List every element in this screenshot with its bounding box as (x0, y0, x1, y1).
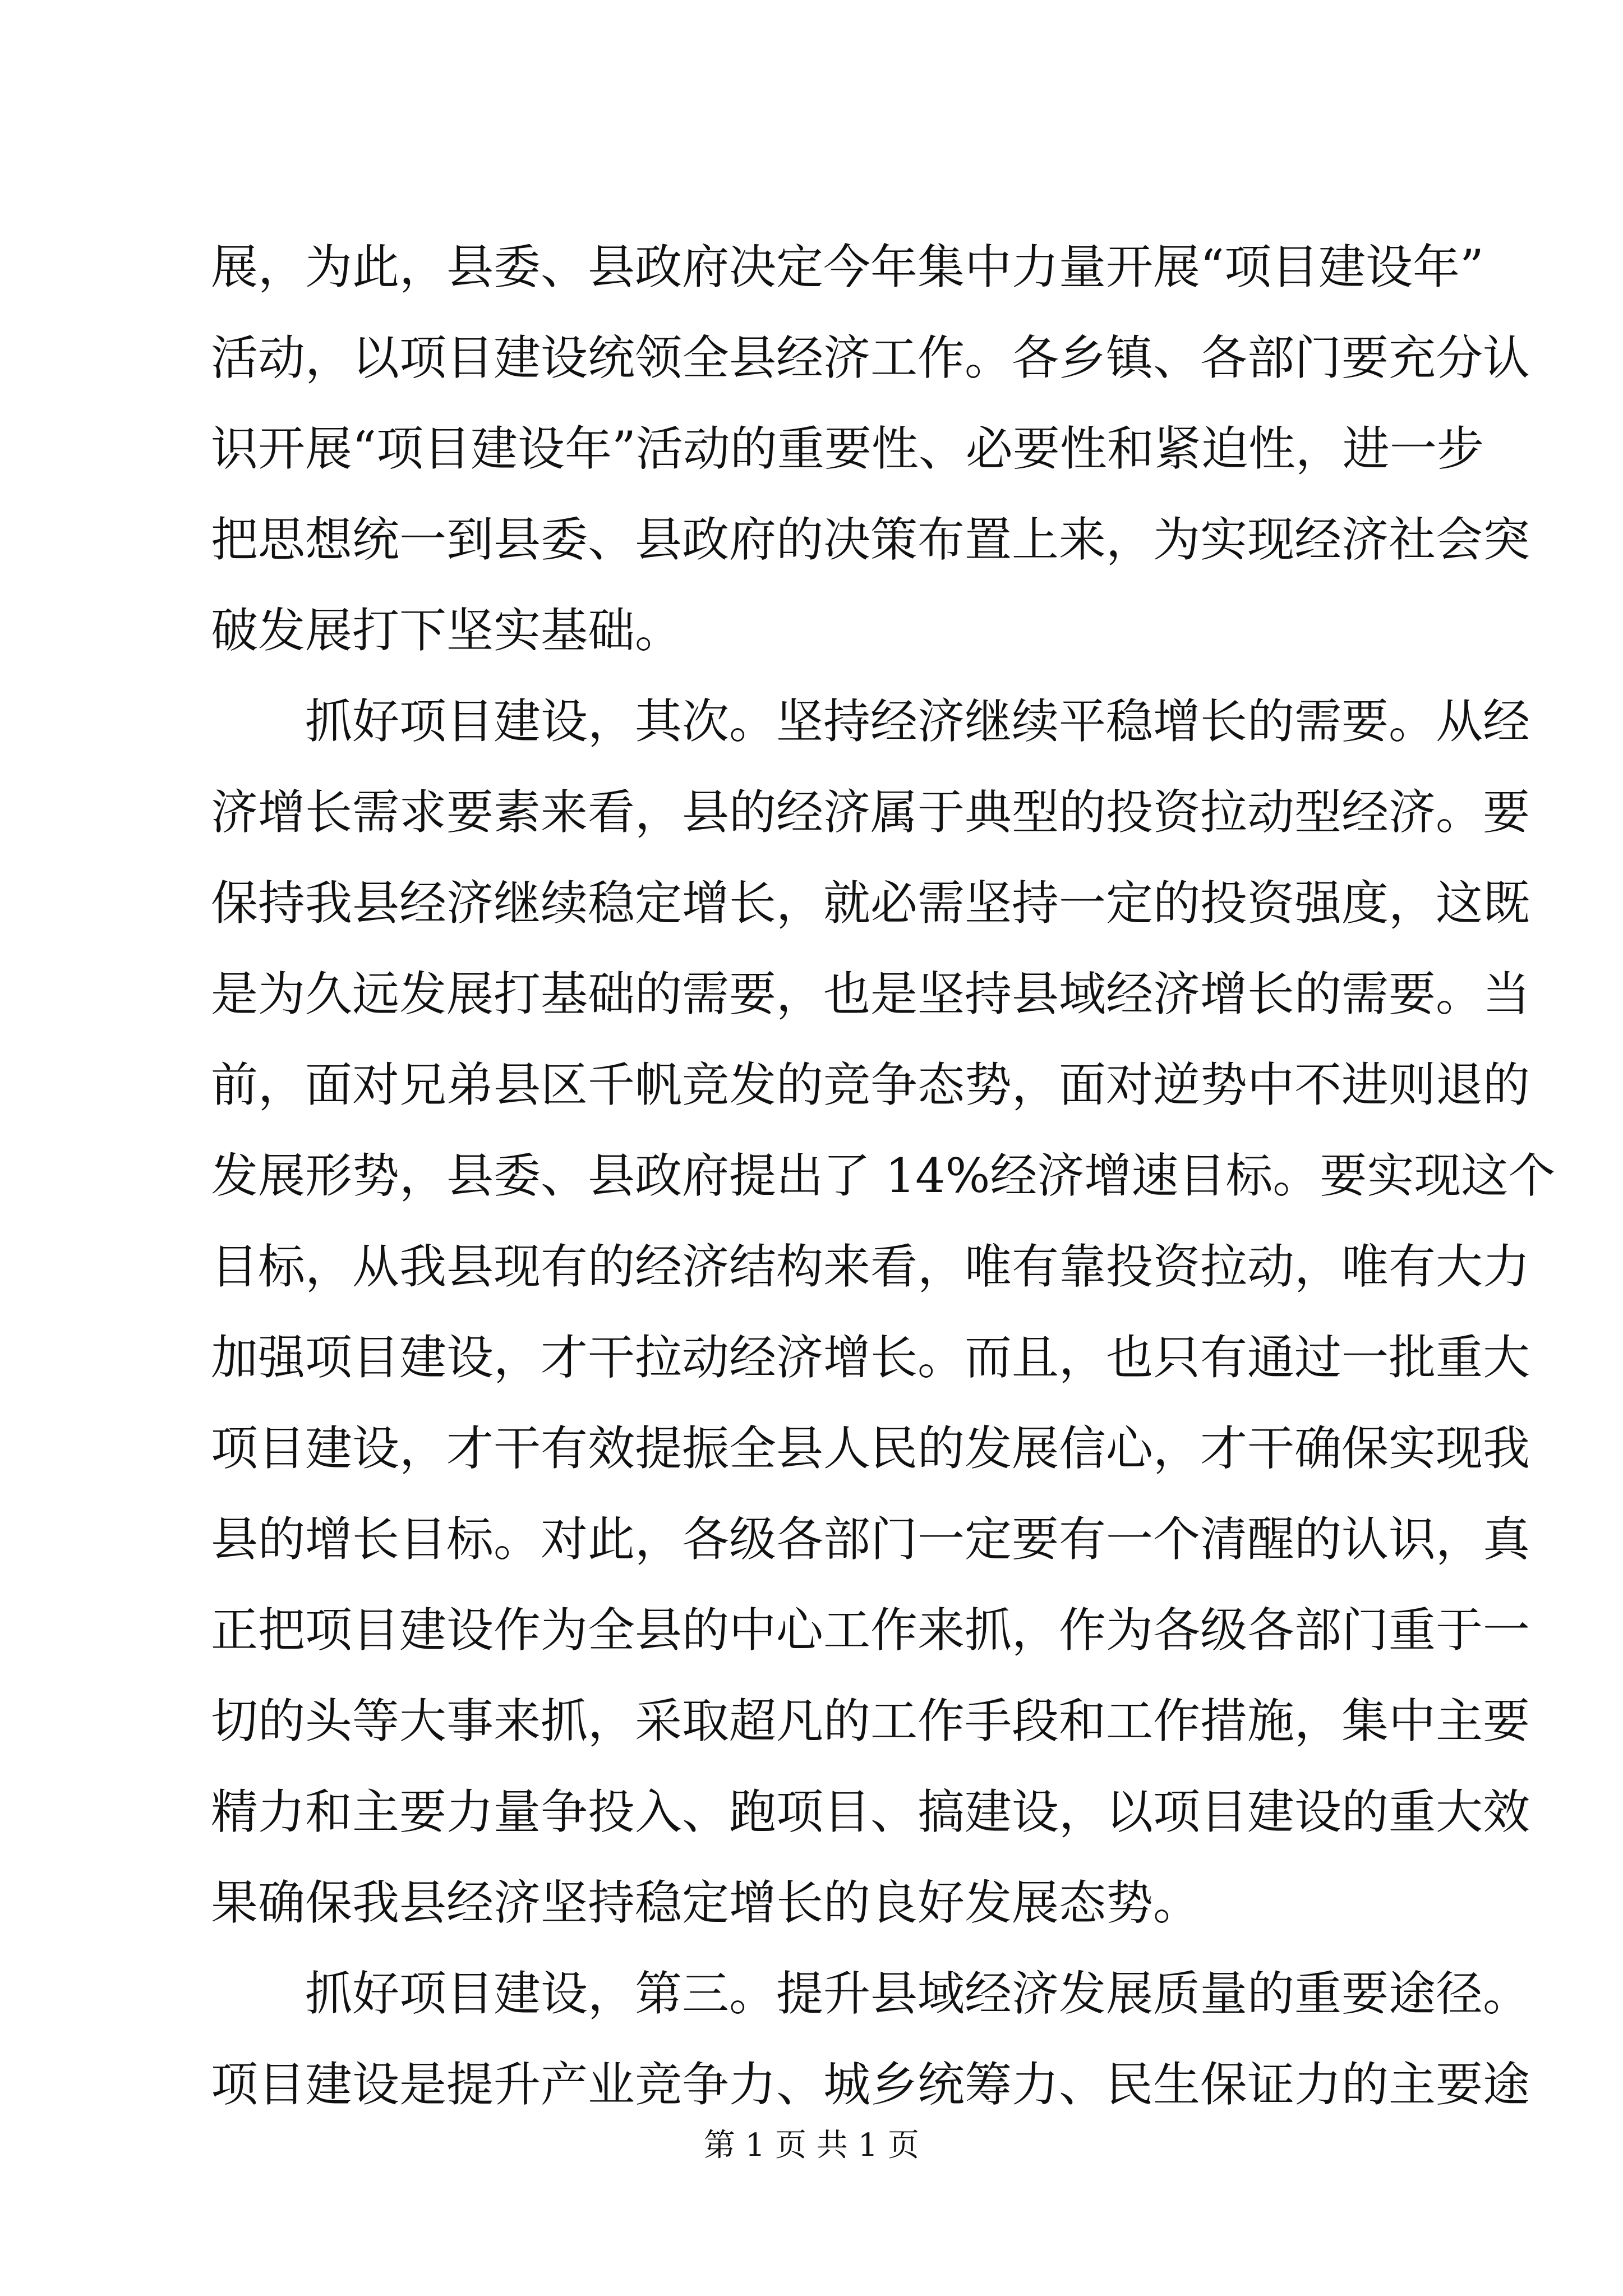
text-line: 是为久远发展打基础的需要，也是坚持县域经济增长的需要。当 (211, 967, 1530, 1022)
text-line: 识开展“项目建设年”活动的重要性、必要性和紧迫性，进一步 (211, 421, 1484, 476)
text-line: 精力和主要力量争投入、跑项目、搞建设，以项目建设的重大效 (211, 1784, 1530, 1839)
text-line: 切的头等大事来抓，采取超凡的工作手段和工作措施，集中主要 (211, 1694, 1530, 1749)
text-line: 县的增长目标。对此，各级各部门一定要有一个清醒的认识，真 (211, 1512, 1530, 1567)
text-line: 济增长需求要素来看，县的经济属于典型的投资拉动型经济。要 (211, 785, 1530, 840)
text-line: 项目建设，才干有效提振全县人民的发展信心，才干确保实现我 (211, 1421, 1530, 1476)
text-line: 活动，以项目建设统领全县经济工作。各乡镇、各部门要充分认 (211, 330, 1530, 385)
text-line: 把思想统一到县委、县政府的决策布置上来，为实现经济社会突 (211, 512, 1530, 567)
text-line: 前，面对兄弟县区千帆竞发的竞争态势，面对逆势中不进则退的 (211, 1057, 1530, 1112)
text-line: 发展形势，县委、县政府提出了 14%经济增速目标。要实现这个 (211, 1148, 1556, 1203)
text-line: 加强项目建设，才干拉动经济增长。而且，也只有通过一批重大 (211, 1330, 1530, 1385)
page-footer: 第 1 页 共 1 页 (703, 2127, 920, 2164)
document-body (211, 222, 1556, 2130)
text-line: 果确保我县经济坚持稳定增长的良好发展态势。 (211, 1875, 1201, 1930)
text-line: 保持我县经济继续稳定增长，就必需坚持一定的投资强度，这既 (211, 876, 1530, 931)
paragraph-start-line: 抓好项目建设，第三。提升县域经济发展质量的重要途径。 (305, 1966, 1530, 2021)
text-line: 正把项目建设作为全县的中心工作来抓，作为各级各部门重于一 (211, 1603, 1530, 1658)
text-line: 项目建设是提升产业竞争力、城乡统筹力、民生保证力的主要途 (211, 2057, 1530, 2112)
text-line: 展，为此，县委、县政府决定今年集中力量开展“项目建设年” (211, 240, 1484, 295)
text-line: 目标，从我县现有的经济结构来看，唯有靠投资拉动，唯有大力 (211, 1239, 1530, 1294)
text-line: 破发展打下坚实基础。 (211, 603, 683, 658)
paragraph-start-line: 抓好项目建设，其次。坚持经济继续平稳增长的需要。从经 (305, 694, 1530, 749)
